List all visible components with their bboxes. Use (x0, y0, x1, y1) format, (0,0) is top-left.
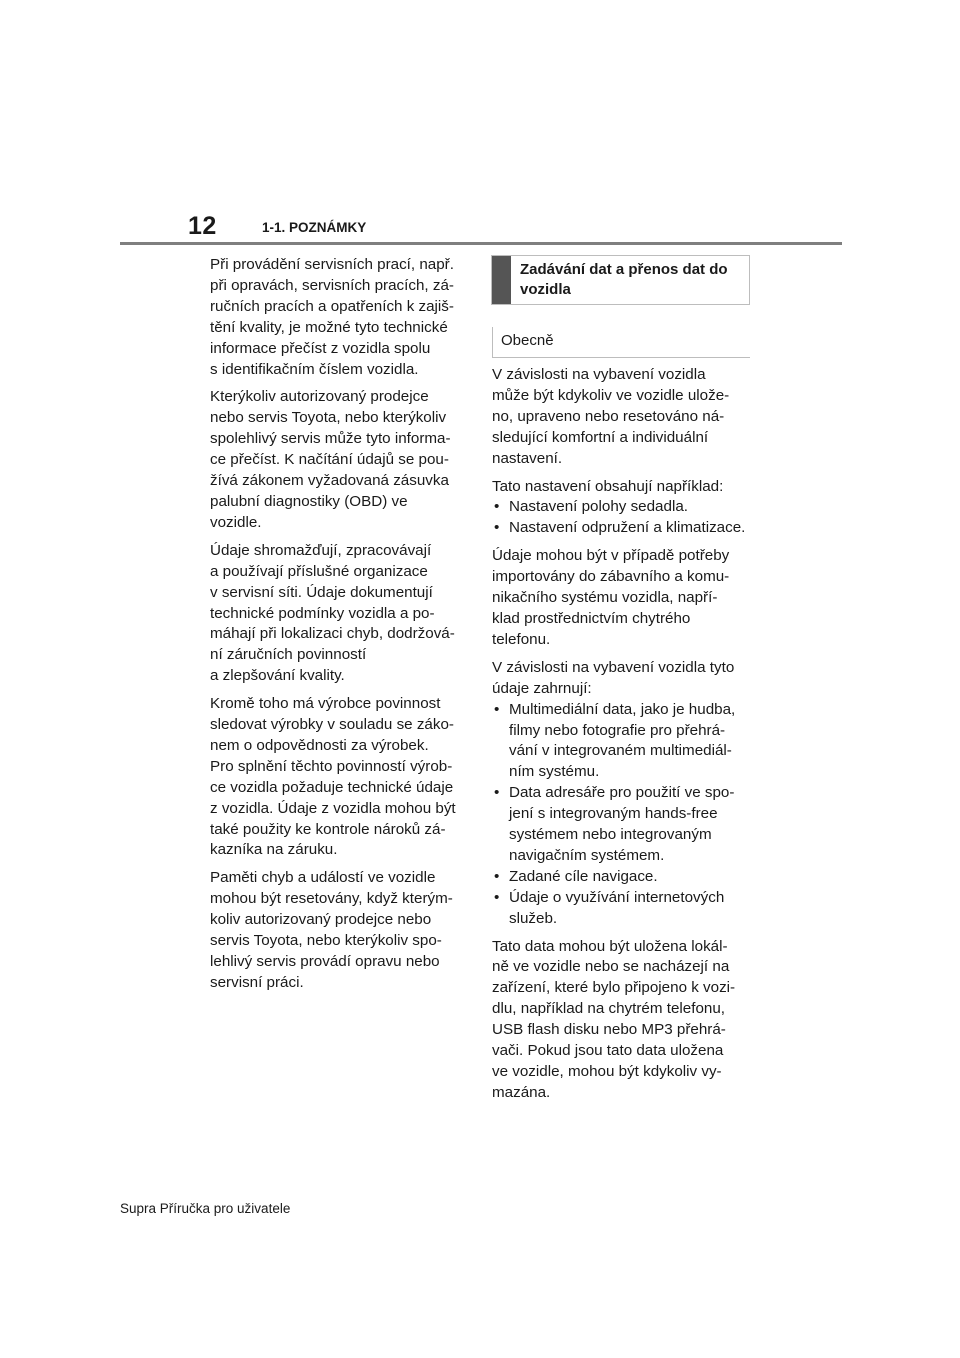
paragraph-intro: V závislosti na vybavení vozidla tyto údaje zahrnují: (492, 658, 735, 697)
section-title: 1-1. POZNÁMKY (262, 220, 367, 235)
bullet-list (492, 497, 754, 539)
left-column (210, 255, 472, 1001)
footer-text: Supra Příručka pro uživatele (120, 1201, 291, 1216)
paragraph: Paměti chyb a událostí ve vozidle mohou být resetovány, když kterým- koliv autorizovaný prodejce nebo servis Toyota, nebo kterýkoliv spo- lehlivý servis provádí opravu nebo servisní práci. (210, 869, 453, 991)
paragraph: Údaje mohou být v případě potřeby importovány do zábavního a komu- nikačního systému vozidla, napří- klad prostřednictvím chytrého telefonu. (492, 547, 730, 648)
page-number: 12 (188, 212, 217, 240)
list-item: • Údaje o využívání internetových služeb. (492, 888, 754, 930)
list-item: • Data adresáře pro použití ve spo- jení s integrovaným hands-free systémem nebo integrovaným navigačním systémem. (492, 783, 754, 867)
paragraph: Kromě toho má výrobce povinnost sledovat výrobky v souladu se záko- nem o odpovědnosti za výrobek. Pro splnění těchto povinností výrob- ce vozidla požaduje technické údaje z vozidla. Údaje z vozidla mohou být také použity ke kontrole nároků zá- kazníka na záruku. (210, 695, 456, 859)
paragraph: Při provádění servisních prací, např. při opravách, servisních pracích, zá- ručních pracích a opatřeních k zajiš- tění kvality, je možné tyto technické informace přečíst z vozidla spolu s identifikačním číslem vozidla. (210, 256, 454, 378)
right-body (492, 365, 754, 1104)
section-heading-box (491, 255, 750, 305)
paragraph-intro: Tato nastavení obsahují například: (492, 477, 724, 495)
list-item: • Nastavení polohy sedadla. (492, 497, 754, 518)
right-column (492, 255, 754, 1111)
section-heading: Zadávání dat a přenos dat do vozidla (520, 261, 728, 298)
heading-accent-bar (492, 256, 511, 304)
subheading: Obecně (492, 327, 750, 358)
paragraph: V závislosti na vybavení vozidla může být kdykoliv ve vozidle ulože- no, upraveno nebo resetováno ná- sledující komfortní a individuální nastavení. (492, 366, 730, 467)
paragraph: Údaje shromažďují, zpracovávají a používají příslušné organizace v servisní síti. Údaje dokumentují technické podmínky vozidla a po- máhají při lokalizaci chyb, dodržová- ní záručních povinností a zlepšování kvality. (210, 541, 455, 685)
paragraph: Kterýkoliv autorizovaný prodejce nebo servis Toyota, nebo kterýkoliv spolehlivý servis může tyto informa- ce přečíst. K načítání údajů se pou- žívá zákonem vyžadovaná zásuvka palubní diagnostiky (OBD) ve vozidle. (210, 388, 451, 531)
list-item: • Zadané cíle navigace. (492, 867, 754, 888)
paragraph: Tato data mohou být uložena lokál- ně ve vozidle nebo se nacházejí na zařízení, které bylo připojeno k vozi- dlu, například na chytrém telefonu, USB flash disku nebo MP3 přehrá- vači. Pokud jsou tato data uložena ve vozidle, mohou být kdykoliv vy- mazána. (492, 937, 736, 1101)
header-divider (120, 242, 842, 245)
list-item: • Multimediální data, jako je hudba, filmy nebo fotografie pro přehrá- vání v integrovaném multimediál- ním systému. (492, 700, 754, 784)
bullet-list (492, 700, 754, 930)
list-item: • Nastavení odpružení a klimatizace. (492, 518, 754, 539)
